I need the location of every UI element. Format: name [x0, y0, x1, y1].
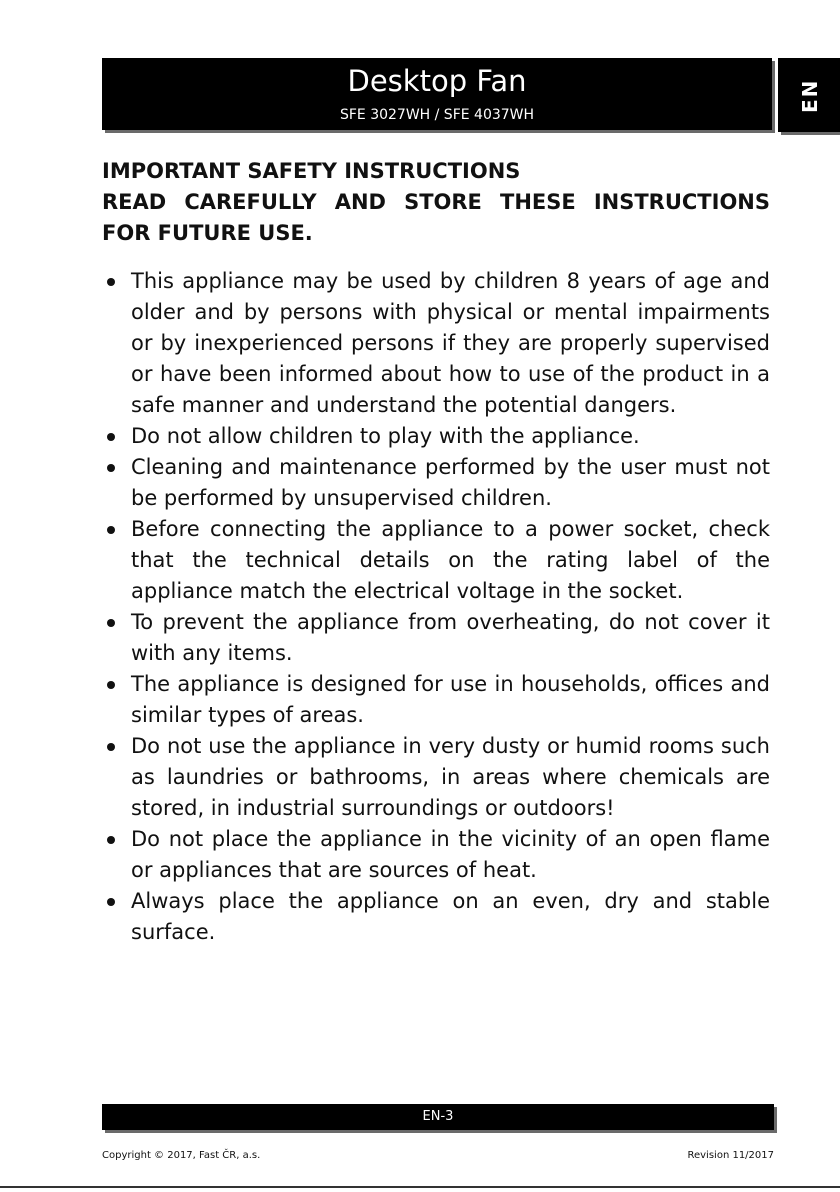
model-numbers: SFE 3027WH / SFE 4037WH	[339, 107, 535, 123]
safety-heading-title: IMPORTANT SAFETY INSTRUCTIONS	[102, 159, 521, 183]
list-item: Always place the appliance on an even, dry and stable surface.	[102, 886, 770, 948]
list-item: To prevent the appliance from overheating, do not cover it with any items.	[102, 607, 770, 669]
page-bottom-divider	[0, 1186, 840, 1188]
document-header	[102, 58, 772, 130]
safety-heading	[102, 156, 770, 249]
list-item: This appliance may be used by children 8 years of age and older and by persons with physical or mental impairments or by inexperienced persons if they are properly supervised or have been informed about how to use of the product in a safe manner and understand the potential dangers.	[102, 266, 770, 421]
document-title: Desktop Fan	[347, 64, 527, 98]
list-item: Cleaning and maintenance performed by the user must not be performed by unsupervised children.	[102, 452, 770, 514]
language-tab	[778, 58, 840, 132]
safety-heading-subtitle: READ CAREFULLY AND STORE THESE INSTRUCTIONS FOR FUTURE USE.	[102, 190, 770, 245]
list-item: Do not place the appliance in the vicinity of an open flame or appliances that are sources of heat.	[102, 824, 770, 886]
page-number-bar	[102, 1104, 774, 1130]
list-item: Do not use the appliance in very dusty or humid rooms such as laundries or bathrooms, in areas where chemicals are stored, in industrial surroundings or outdoors!	[102, 731, 770, 824]
language-label: EN	[798, 78, 822, 114]
list-item: Before connecting the appliance to a power socket, check that the technical details on the rating label of the appliance match the electrical voltage in the socket.	[102, 514, 770, 607]
safety-instructions-list	[102, 266, 770, 948]
page-number: EN-3	[422, 1109, 454, 1124]
copyright-text: Copyright © 2017, Fast ČR, a.s.	[102, 1150, 261, 1161]
list-item: The appliance is designed for use in households, offices and similar types of areas.	[102, 669, 770, 731]
list-item: Do not allow children to play with the appliance.	[102, 421, 770, 452]
revision-text: Revision 11/2017	[687, 1150, 774, 1161]
